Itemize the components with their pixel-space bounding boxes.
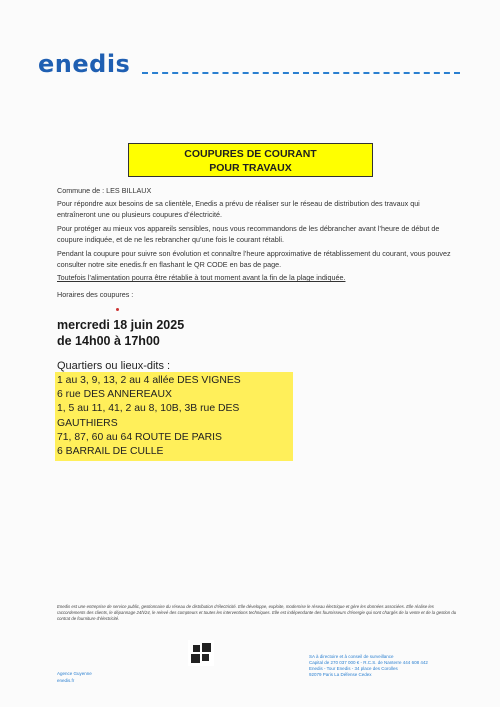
- notice-title-box: [128, 143, 373, 177]
- red-mark: [116, 308, 119, 311]
- paragraph-protection: Pour protéger au mieux vos appareils sensibles, nous vous recommandons de les débrancher avant l’heure de début de coupure indiquée, et de ne les rebrancher qu’une fois le courant rétabli.: [57, 224, 440, 244]
- paragraph-intro: Pour répondre aux besoins de sa clientèle, Enedis a prévu de réaliser sur le réseau de distribution des travaux qui entraîneront une ou plusieurs coupures d’électricité.: [57, 199, 420, 219]
- paragraph-qr: Pendant la coupure pour suivre son évolution et connaître l’heure approximative de rétablissement du courant, vous pouvez consulter notre site enedis.fr en flashant le QR CODE en bas de page.: [57, 249, 451, 269]
- agency-info: [57, 671, 92, 684]
- warning-text: Toutefois l’alimentation pourra être rétablie à tout moment avant la fin de la plage indiquée.: [57, 273, 346, 282]
- footer-disclaimer: Enedis est une entreprise de service public, gestionnaire du réseau de distribution d’électricité. Elle développe, exploite, modernise le réseau électrique et gère les données associées. Elle réalise les raccordements des clients, le dépannage 24h/24, le relevé des compteurs et toutes les interventions techniques. Elle est indépendante des fournisseurs d’énergie qui sont chargés de la vente et de la gestion du contrat de fourniture d’électricité.: [57, 604, 457, 621]
- legal-line: Enedis - Tour Enedis - 34 place des Corolles: [309, 666, 398, 671]
- list-item: 6 rue DES ANNEREAUX: [57, 389, 172, 401]
- legal-info: [309, 654, 479, 678]
- commune-label: Commune de : LES BILLAUX: [57, 186, 152, 195]
- legal-line: Capital de 270 037 000 € - R.C.S. de Nanterre 444 608 442: [309, 660, 428, 665]
- qr-code-icon[interactable]: [188, 640, 214, 666]
- agency-website[interactable]: enedis.fr: [57, 677, 75, 683]
- list-item: 1 au 3, 9, 13, 2 au 4 allée DES VIGNES: [57, 375, 241, 386]
- legal-line: SA à directoire et à conseil de surveillance: [309, 654, 394, 659]
- title-line-2: POUR TRAVAUX: [209, 162, 292, 174]
- enedis-logo: enedis: [38, 50, 131, 78]
- logo-divider: [142, 72, 460, 74]
- quartiers-list: [55, 372, 293, 461]
- list-item: 71, 87, 60 au 64 ROUTE DE PARIS: [57, 431, 222, 443]
- quartiers-label: Quartiers ou lieux-dits :: [57, 360, 171, 372]
- legal-line: 92079 Paris La Défense Cedex: [309, 672, 372, 677]
- agency-name: Agence Guyenne: [57, 671, 92, 676]
- horaires-label: Horaires des coupures :: [57, 290, 134, 299]
- list-item: 6 BARRAIL DE CULLE: [57, 446, 164, 458]
- title-line-1: COUPURES DE COURANT: [184, 148, 317, 160]
- list-item: 1, 5 au 11, 41, 2 au 8, 10B, 3B rue DES GAUTHIERS: [57, 403, 240, 429]
- cut-date: mercredi 18 juin 2025: [57, 318, 185, 332]
- cut-time: de 14h00 à 17h00: [57, 334, 160, 348]
